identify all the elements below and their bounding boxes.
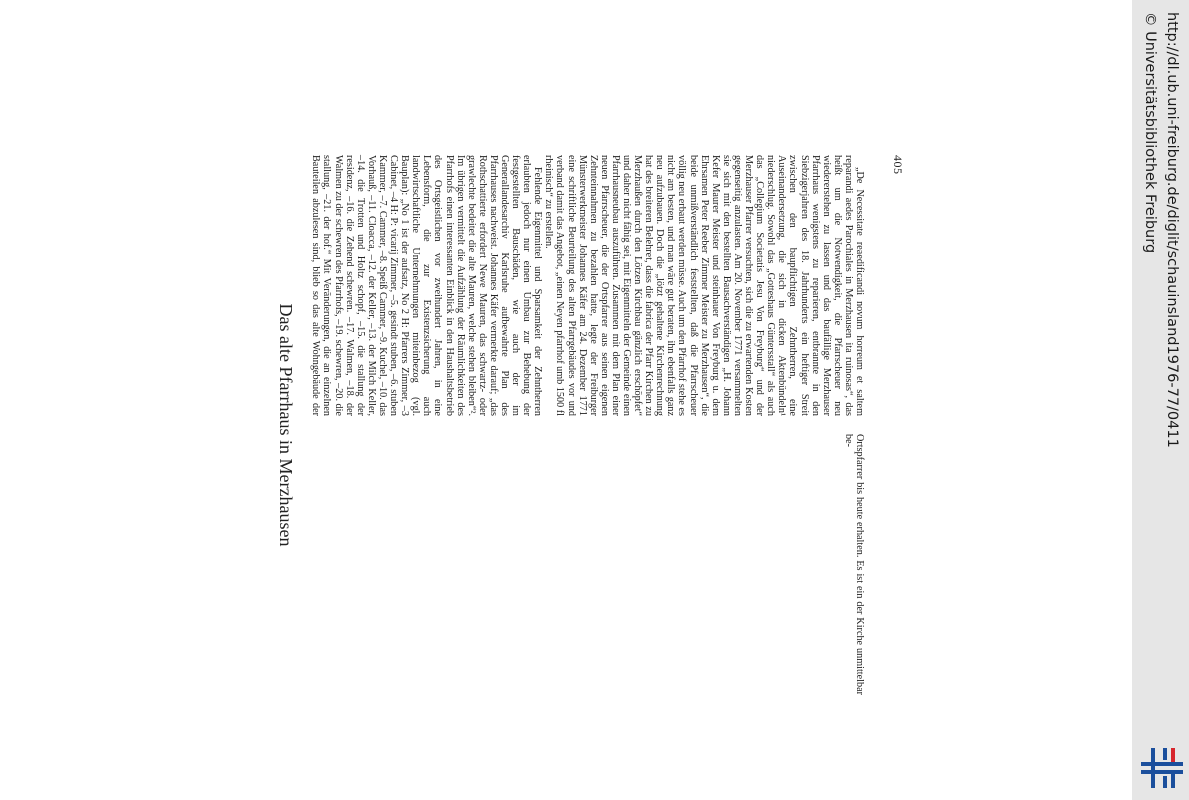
article-heading: Das alte Pfarrhaus in Merzhausen — [276, 303, 296, 547]
article-paragraph-2: Fehlende Eigenmittel und Sparsamkeit der Zehntherren erlaubten jedoch nur einen Umbau zur Behebung der festgestellten Bauschäden, wie auch der im Generallandesarchiv Karlsruhe aufbewahrte Plan des Pfarrhauses nachweist. Johannes Käfer vermerkte darauf; „das Rothschattierte erfordert Newe Mauren, das schwartz- oder grawlechte bedeitet die alte Mauren, welche stehen bleiben“². Im übrigen vermittelt die Aufzählung der Räumlichkeiten des Pfarrhofs einen interessanten Einblick in den Haushaltsbetrieb des Ortsgeistlichen vor zweihundert Jahren, in eine Lebensform, die zur Existenzsicherung auch landwirtschaftliche Unternehmungen miteinbezog (vgl. Bauplan): „No 1 ist der aufsatz, No 2 H: Pfarrers Zimmer, –3 Cabinet, –4 H: P: vicarij Zimmer, –5. gesindt stuben, –6. stuben Kammer, –7. Cammer, –8. Speiß Cammer, –9. Kuchel, –10. das Vorhauß, –11. Cloacca, –12. der Keller, –13. der Milch Keller, –14. die Trotten und Holtz schopf, –15. die stallung der residenz, –16. die Zehend schewren. –17. Walmen, –18. der Walmen zu der schewren des Pfarrhofs, –19. schewren, –20. die stallung, –21. der hof.“ Mit Veränderungen, die an einzelnen Bauteilen abzulesen sind, blieb so das alte Wohngebäude der Ortspfarrer bis heute erhalten. Es ist ein der Kirche unmittelbar be- — [310, 155, 865, 695]
article-body — [310, 155, 865, 695]
source-url-link[interactable]: http://dl.ub.uni-freiburg.de/diglit/schauinsland1976-77/0411 — [1164, 12, 1180, 448]
page-number: 405 — [891, 155, 905, 175]
ub-freiburg-logo-icon — [1141, 746, 1183, 790]
copyright-notice: © Universitätsbibliothek Freiburg — [1142, 12, 1158, 254]
rotated-page-content — [267, 155, 907, 695]
footer-text — [1139, 12, 1183, 452]
article-paragraph-1: „De Necessitate reaedificandi novum horreum et saltem reparandi aedes Parochiales in Merzhausen ita ruinosas“, das heißt um die Notwendigkeit, die Pfarrscheuer neu wiedererstehen zu lassen und das baufällige Merzhauser Pfarrhaus wenigstens zu reparieren, entbrannte in den Siebzigerjahren des 18. Jahrhunderts ein heftiger Streit zwischen den baupflichtigen Zehntherren, eine Auseinandersetzung, die sich in dicken Aktenbündeln¹ niederschlug. Sowohl das „Gotteshaus Güntersstall“ als auch das „Collegium Societatis Jesu Von Freyburg“ und der Merzhauser Pfarrer versuchten, sich die zu erwartenden Kosten gegenseitig anzulasten. Am 20. November 1771 versammelten sie sich mit den bestellten Bausachverständigen „H. Johann Kefer Maurer Meister und steinhauer Von Freyburg u. dem Ehrsamen Peter Reeber Zimmer Meister zu Merzhausen“, die beide unmißverständlich feststellten, daß die Pfarrscheuer völlig neu erbaut werden müsse. Auch um den Pfarrhof stehe es nicht am besten, und man wäre gut beraten, ihn ebenfalls ganz neu aufzubauen. Doch die „lötzt gehaltene Kirchenrechnung hat des breiteren Belehret, dass die fabrica der Pfarr Kirchen zu Merzhaußen durch den Lötzen Kirchbau gänzlich erschöpfet“ und daher nicht fähig sei, mit Eigenmitteln der Gemeinde einen Pfarrhausneubau auszuführen. Zusammen mit dem Plan einer neuen Pfarrscheuer, die der Ortspfarrer aus seinen eigenen Zehnteinnahmen zu bezahlen hatte, legte der Freiburger Münsterwerkmeister Johannes Käfer am 24. Dezember 1771 eine schriftliche Beurteilung des alten Pfarrgebäudes vor und verband damit das Angebot, „einen Neyen pfarrhof umb 1500 fl rheinisch“ zu erstellen. — [543, 155, 865, 416]
